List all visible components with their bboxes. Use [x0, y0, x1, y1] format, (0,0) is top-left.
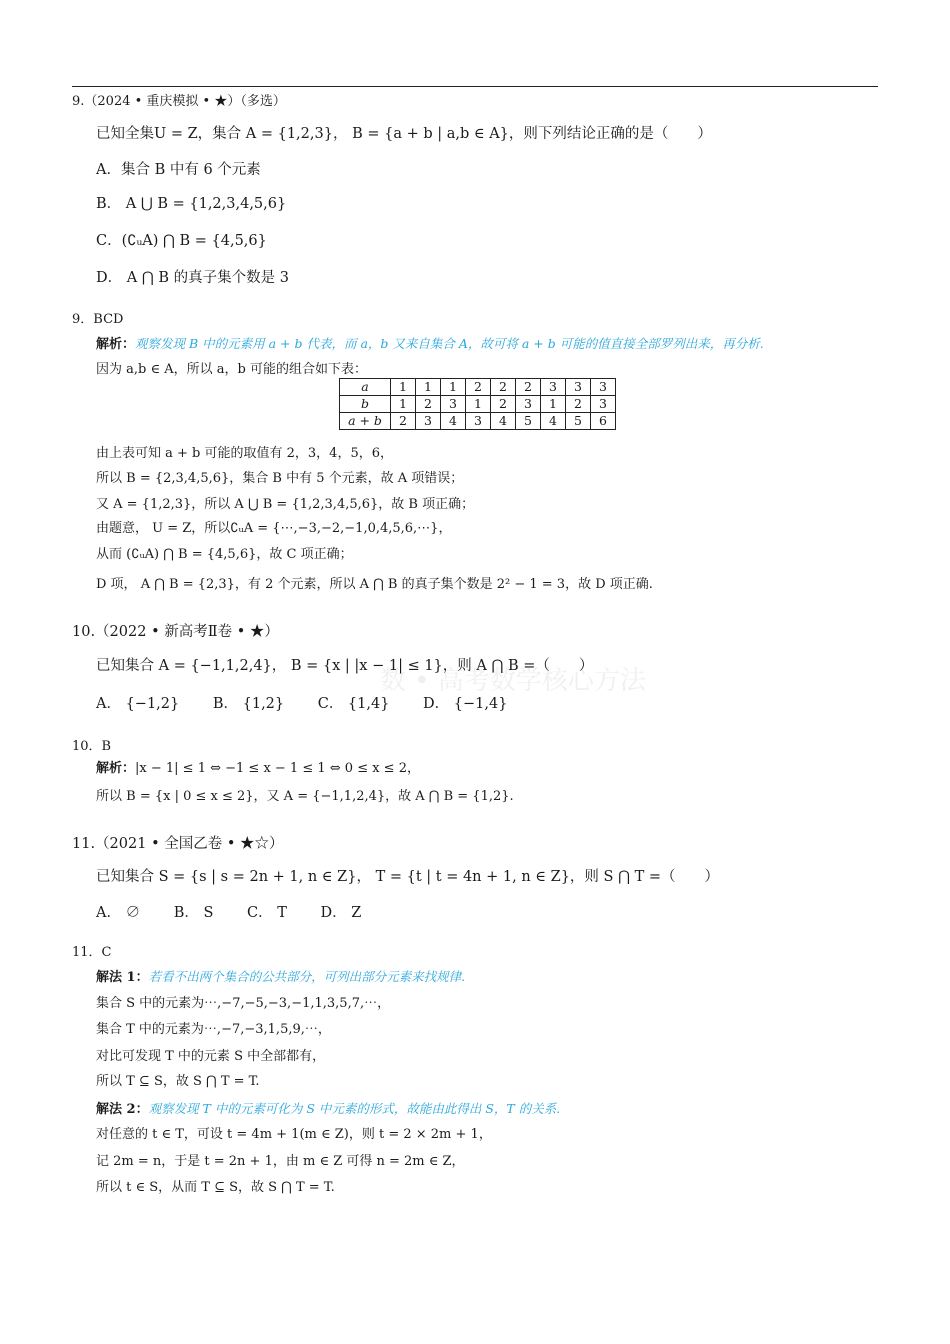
a11-m1-line-4: 所以 T ⊆ S，故 S ⋂ T = T. [96, 1074, 260, 1089]
a9-line-7: D 项， A ⋂ B = {2,3}，有 2 个元素，所以 A ⋂ B 的真子集个数是 2² − 1 = 3，故 D 项正确. [96, 577, 653, 592]
table-cell: 3 [516, 396, 541, 413]
a11-method-1-comment: 若看不出两个集合的公共部分，可列出部分元素来找规律. [148, 969, 466, 984]
a9-comment: 观察发现 B 中的元素用 a + b 代表，而 a，b 又来自集合 A，故可将 a + b 可能的值直接全部罗列出来，再分析. [135, 336, 764, 351]
table-cell: 5 [566, 413, 591, 430]
a9-line-5: 由题意， U = Z，所以∁ᵤA = {⋯,−3,−2,−1,0,4,5,6,⋯}， [96, 521, 452, 536]
table-cell: 3 [466, 413, 491, 430]
table-cell: 1 [441, 379, 466, 396]
table-cell: 4 [541, 413, 566, 430]
q10-header: 10.（2022 • 新高考Ⅱ卷 • ★） [72, 624, 279, 640]
a9-answer: 9．BCD [72, 312, 124, 327]
a11-method-2 [96, 1098, 560, 1117]
a10-answer: 10．B [72, 739, 112, 754]
combination-table [339, 378, 616, 430]
a11-m1-line-3: 对比可发现 T 中的元素 S 中全部都有， [96, 1049, 326, 1064]
q11-options: A． ∅ B． S C． T D． Z [96, 905, 362, 921]
table-cell: 2 [491, 379, 516, 396]
q9-option-d: D． A ⋂ B 的真子集个数是 3 [96, 270, 289, 286]
a9-line-4: 又 A = {1,2,3}，所以 A ⋃ B = {1,2,3,4,5,6}，故 B 项正确； [96, 497, 475, 512]
a11-m2-line-3: 所以 t ∈ S，从而 T ⊆ S，故 S ⋂ T = T. [96, 1180, 335, 1195]
a9-line-2: 由上表可知 a + b 可能的取值有 2，3，4，5，6， [96, 446, 393, 461]
table-cell: 1 [391, 396, 416, 413]
table-cell: 4 [441, 413, 466, 430]
a11-method-1-label: 解法 1： [96, 970, 149, 985]
a9-line-6: 从而 (∁ᵤA) ⋂ B = {4,5,6}，故 C 项正确； [96, 547, 353, 562]
table-cell: 2 [416, 396, 441, 413]
table-cell: 6 [591, 413, 616, 430]
a11-m2-line-1: 对任意的 t ∈ T，可设 t = 4m + 1(m ∈ Z)，则 t = 2 × 2m + 1， [96, 1127, 492, 1142]
a10-line-2: 所以 B = {x | 0 ≤ x ≤ 2}，又 A = {−1,1,2,4}，故 A ⋂ B = {1,2}. [96, 789, 514, 804]
table-cell: 3 [541, 379, 566, 396]
q9-option-b: B． A ⋃ B = {1,2,3,4,5,6} [96, 196, 287, 212]
a9-line-3: 所以 B = {2,3,4,5,6}，集合 B 中有 5 个元素，故 A 项错误； [96, 471, 464, 486]
a11-method-2-comment: 观察发现 T 中的元素可化为 S 中元素的形式，故能由此得出 S，T 的关系. [148, 1101, 561, 1116]
table-cell: a [340, 379, 391, 396]
table-cell: 1 [541, 396, 566, 413]
table-cell: 3 [416, 413, 441, 430]
q11-stem: 已知集合 S = {s | s = 2n + 1, n ∈ Z}， T = {t | t = 4n + 1, n ∈ Z}，则 S ⋂ T =（ ） [96, 869, 720, 885]
table-cell: a + b [340, 413, 391, 430]
table-cell: 3 [441, 396, 466, 413]
a9-line-1: 因为 a,b ∈ A，所以 a，b 可能的组合如下表： [96, 362, 367, 377]
q9-option-a: A．集合 B 中有 6 个元素 [96, 162, 261, 178]
table-cell: 2 [391, 413, 416, 430]
table-cell: 4 [491, 413, 516, 430]
a11-method-1 [96, 966, 465, 985]
table-cell: 3 [591, 379, 616, 396]
table-cell: 2 [491, 396, 516, 413]
table-row [340, 396, 616, 413]
q11-header: 11.（2021 • 全国乙卷 • ★☆） [72, 836, 284, 852]
q9-header: 9.（2024 • 重庆模拟 • ★）（多选） [72, 94, 286, 109]
q10-options: A． {−1,2} B． {1,2} C． {1,4} D． {−1,4} [96, 696, 508, 712]
q9-stem: 已知全集U = Z，集合 A = {1,2,3}， B = {a + b | a,b ∈ A}，则下列结论正确的是（ ） [96, 126, 712, 142]
a11-m1-line-1: 集合 S 中的元素为⋯,−7,−5,−3,−1,1,3,5,7,⋯， [96, 996, 391, 1011]
top-rule [72, 86, 878, 87]
watermark: 数 • 高考数学核心方法 [380, 666, 646, 696]
a11-m2-line-2: 记 2m = n，于是 t = 2n + 1，由 m ∈ Z 可得 n = 2m ∈ Z， [96, 1154, 465, 1169]
table-cell: b [340, 396, 391, 413]
table-cell: 2 [566, 396, 591, 413]
table-cell: 2 [516, 379, 541, 396]
table-cell: 2 [466, 379, 491, 396]
table-cell: 3 [566, 379, 591, 396]
a9-analysis [96, 333, 764, 352]
table-row [340, 379, 616, 396]
table-cell: 3 [591, 396, 616, 413]
q9-option-c: C．(∁ᵤA) ⋂ B = {4,5,6} [96, 233, 267, 249]
a11-answer: 11．C [72, 945, 112, 960]
table-cell: 1 [416, 379, 441, 396]
a10-analysis-label: 解析： [96, 761, 136, 776]
table-row [340, 413, 616, 430]
a11-method-2-label: 解法 2： [96, 1102, 149, 1117]
a11-m1-line-2: 集合 T 中的元素为⋯,−7,−3,1,5,9,⋯， [96, 1022, 331, 1037]
a10-analysis [96, 757, 420, 776]
q10-stem: 已知集合 A = {−1,1,2,4}， B = {x | |x − 1| ≤ 1}，则 A ⋂ B =（ ） [96, 658, 594, 674]
table-cell: 1 [391, 379, 416, 396]
table-cell: 5 [516, 413, 541, 430]
a10-line-1: |x − 1| ≤ 1 ⇔ −1 ≤ x − 1 ≤ 1 ⇔ 0 ≤ x ≤ 2， [135, 761, 420, 776]
table-cell: 1 [466, 396, 491, 413]
a9-analysis-label: 解析： [96, 337, 136, 352]
